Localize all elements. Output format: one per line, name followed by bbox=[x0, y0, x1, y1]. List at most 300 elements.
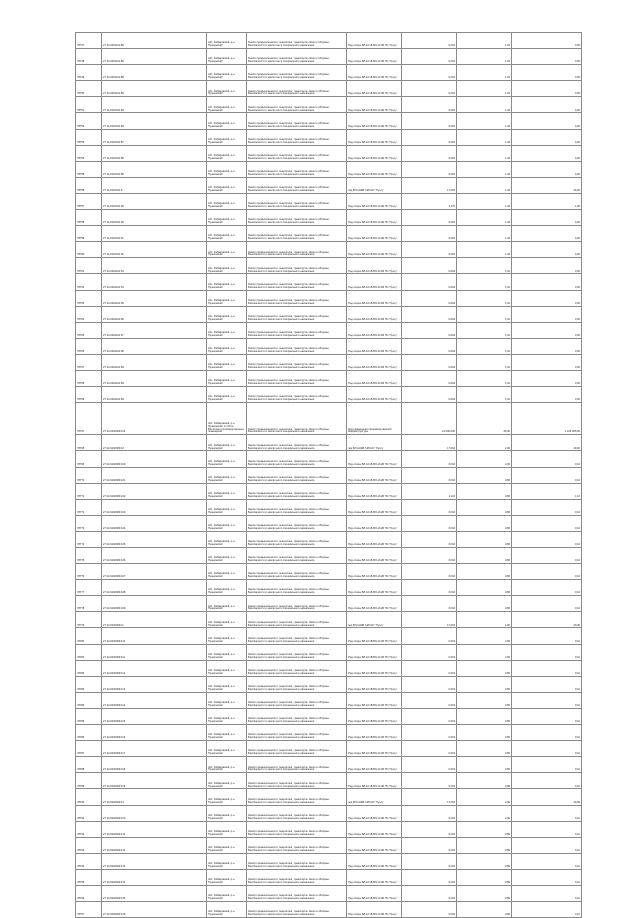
cadastral-value: 0,10 bbox=[512, 644, 582, 660]
land-category: Земли промышленности, энергетики, транспорта, связи и обороны. Безопасности и земли иного специального назначения bbox=[247, 306, 347, 322]
table-row bbox=[76, 49, 582, 65]
land-category: Земли промышленности, энергетики, транспорта, связи и обороны. Безопасности и земли иного специального назначения bbox=[247, 387, 347, 403]
table-row bbox=[76, 483, 582, 499]
land-category: Земли промышленности, энергетики, транспорта, связи и обороны. Безопасности и земли иного специального назначения bbox=[247, 129, 347, 145]
table-row bbox=[76, 708, 582, 724]
permitted-use: Под опоры ВЛ-10 кВ ВЛ-10 кВ ПС 'Пунгу' bbox=[347, 290, 402, 306]
cadastral-number: 27:14:0404011:98 bbox=[102, 338, 207, 354]
area-value: 0,004 bbox=[402, 113, 457, 129]
area-value: 0,004 bbox=[402, 290, 457, 306]
area-value: 0,004 bbox=[402, 773, 457, 789]
land-category: Земли промышленности, энергетики, транспорта, связи и обороны. Безопасности и земли иного специального назначения bbox=[247, 821, 347, 837]
cadastral-number: 27:14:0404011:88 bbox=[102, 161, 207, 177]
unit-price: 0,86 bbox=[457, 515, 512, 531]
table-row bbox=[76, 113, 582, 129]
row-number: 78796 bbox=[76, 885, 102, 901]
area-value: 0,004 bbox=[402, 821, 457, 837]
location-address: обл. Хабаровский, р-н Пушкинский bbox=[207, 885, 247, 901]
location-address: обл. Хабаровский, р-н Пушкинский bbox=[207, 837, 247, 853]
location-address: обл. Хабаровский, р-н Пушкинский bbox=[207, 580, 247, 596]
area-value: 0,004 bbox=[402, 499, 457, 515]
cadastral-number: 27:14:0404011:9 bbox=[102, 177, 207, 193]
permitted-use: Под опоры ВЛ-10 кВ ВЛ-10 кВ ПС 'Пунгу' bbox=[347, 370, 402, 386]
cadastral-value: 0,10 bbox=[512, 837, 582, 853]
area-value: 0,004 bbox=[402, 467, 457, 483]
table-row bbox=[76, 290, 582, 306]
table-row bbox=[76, 97, 582, 113]
land-category: Земли промышленности, энергетики, транспорта, связи и обороны. Безопасности и земли иного специального назначения bbox=[247, 499, 347, 515]
cadastral-number: 27:14:0402009:114 bbox=[102, 692, 207, 708]
permitted-use: Под опоры ВЛ-10 кВ ВЛ-10 кВ ПС 'Пунгу' bbox=[347, 580, 402, 596]
location-address: обл. Хабаровский, р-н Пушкинский bbox=[207, 322, 247, 338]
permitted-use: Под опоры ВЛ-10 кВ ВЛ-10 кВ ПС 'Пунгу' bbox=[347, 113, 402, 129]
row-number: 78748 bbox=[76, 49, 102, 65]
cadastral-value: 0,00 bbox=[512, 387, 582, 403]
location-address: обл. Хабаровский, р-н Пушкинский bbox=[207, 161, 247, 177]
land-category: Земли промышленности, энергетики, транспорта, связи и обороны. Безопасности и земли иного специального назначения bbox=[247, 853, 347, 869]
unit-price: 45,00 bbox=[457, 403, 512, 435]
cadastral-number: 27:14:0402009:115 bbox=[102, 708, 207, 724]
row-number: 78759 bbox=[76, 226, 102, 242]
land-category: Земли промышленности, энергетики, транспорта, связи и обороны. Безопасности и земли иного специального назначения bbox=[247, 242, 347, 258]
cadastral-value: 36,00 bbox=[512, 177, 582, 193]
unit-price: 0,86 bbox=[457, 725, 512, 741]
permitted-use: Под опоры ВЛ-10 кВ ВЛ-10 кВ ПС 'Пунгу' bbox=[347, 65, 402, 81]
table-row bbox=[76, 853, 582, 869]
permitted-use: Под опоры ВЛ-10 кВ ВЛ-10 кВ ПС 'Пунгу' bbox=[347, 322, 402, 338]
cadastral-number: 27:14:0402009:11 bbox=[102, 612, 207, 628]
table-row bbox=[76, 65, 582, 81]
land-category: Земли промышленности, энергетики, транспорта, связи и обороны. Безопасности и земли иного специального назначения bbox=[247, 258, 347, 274]
unit-price: 0,86 bbox=[457, 885, 512, 901]
table-row bbox=[76, 596, 582, 612]
permitted-use: Под опоры ВЛ-10 кВ ВЛ-10 кВ ПС 'Пунгу' bbox=[347, 821, 402, 837]
permitted-use: Под опоры ВЛ-10 кВ ВЛ-10 кВ ПС 'Пунгу' bbox=[347, 692, 402, 708]
cadastral-value: 0,10 bbox=[512, 515, 582, 531]
table-row bbox=[76, 692, 582, 708]
permitted-use: Под опоры ВЛ-10 кВ ВЛ-10 кВ ПС 'Пунгу' bbox=[347, 902, 402, 918]
land-category: Земли промышленности, энергетики, транспорта, связи и обороны. Безопасности и земли иного специального назначения bbox=[247, 113, 347, 129]
table-row bbox=[76, 773, 582, 789]
row-number: 78765 bbox=[76, 435, 102, 451]
unit-price: 1,04 bbox=[457, 242, 512, 258]
area-value: 0,004 bbox=[402, 837, 457, 853]
row-number: 78760 bbox=[76, 242, 102, 258]
area-value: 0,004 bbox=[402, 354, 457, 370]
permitted-use: Под опоры ВЛ-10 кВ ВЛ-10 кВ ПС 'Пунгу' bbox=[347, 757, 402, 773]
cadastral-number: 27:14:0402009:104 bbox=[102, 515, 207, 531]
land-category: Земли промышленности, энергетики, транспорта, связи и обороны. Безопасности и земли иного специального назначения bbox=[247, 805, 347, 821]
cadastral-number: 27:14:0404011:89 bbox=[102, 81, 207, 97]
land-category: Земли промышленности, энергетики, транспорта, связи и обороны. Безопасности и земли иного специального назначения bbox=[247, 226, 347, 242]
cadastral-value: 0,10 bbox=[512, 467, 582, 483]
table-row bbox=[76, 370, 582, 386]
register-body bbox=[76, 33, 582, 918]
land-category: Земли промышленности, энергетики, транспорта, связи и обороны. Безопасности и земли иного специального назначения bbox=[247, 644, 347, 660]
cadastral-value: 0,10 bbox=[512, 853, 582, 869]
location-address: обл. Хабаровский, р-н Пушкинский bbox=[207, 290, 247, 306]
unit-price: 0,86 bbox=[457, 837, 512, 853]
unit-price: 1,04 bbox=[457, 129, 512, 145]
permitted-use: Под опоры ВЛ-10 кВ ВЛ-10 кВ ПС 'Пунгу' bbox=[347, 49, 402, 65]
row-number: 78778 bbox=[76, 596, 102, 612]
land-category: Земли промышленности, энергетики, транспорта, связи и обороны. Безопасности и земли иного специального назначения bbox=[247, 757, 347, 773]
cadastral-value: 0,00 bbox=[512, 33, 582, 49]
permitted-use: Под опоры ВЛ-10 кВ ВЛ-10 кВ ПС 'Пунгу' bbox=[347, 676, 402, 692]
row-number: 78772 bbox=[76, 499, 102, 515]
row-number: 78788 bbox=[76, 757, 102, 773]
permitted-use: под ВЛ-110кВ 'НИС2С' 'Пунгу' bbox=[347, 789, 402, 805]
table-row bbox=[76, 306, 582, 322]
cadastral-value: 0,10 bbox=[512, 725, 582, 741]
area-value: 1,270 bbox=[402, 193, 457, 209]
cadastral-value: 1,10 bbox=[512, 483, 582, 499]
permitted-use: Под опоры ВЛ-10 кВ ВЛ-10 кВ ПС 'Пунгу' bbox=[347, 644, 402, 660]
permitted-use: Под опоры ВЛ-10 кВ ВЛ-10 кВ ПС 'Пунгу' bbox=[347, 306, 402, 322]
permitted-use: Под опоры ВЛ-10 кВ ВЛ-10 кВ ПС 'Пунгу' bbox=[347, 226, 402, 242]
land-category: Земли промышленности, энергетики, транспорта, связи и обороны. Безопасности и земли иного специального назначения bbox=[247, 81, 347, 97]
cadastral-value: 1 106 965,00 bbox=[512, 403, 582, 435]
permitted-use: Под опоры ВЛ-10 кВ ВЛ-10 кВ ПС 'Пунгу' bbox=[347, 451, 402, 467]
row-number: 78779 bbox=[76, 612, 102, 628]
unit-price: 1,04 bbox=[457, 306, 512, 322]
row-number: 78749 bbox=[76, 65, 102, 81]
location-address: обл. Хабаровский, р-н Пушкинский bbox=[207, 210, 247, 226]
permitted-use: Под опоры ВЛ-10 кВ ВЛ-10 кВ ПС 'Пунгу' bbox=[347, 387, 402, 403]
row-number: 78790 bbox=[76, 789, 102, 805]
cadastral-number: 27:14:0402009:121 bbox=[102, 821, 207, 837]
location-address: обл. Хабаровский, р-н Пушкинский bbox=[207, 757, 247, 773]
unit-price: 0,86 bbox=[457, 708, 512, 724]
unit-price: 1,04 bbox=[457, 258, 512, 274]
location-address: обл. Хабаровский, р-н Пушкинский bbox=[207, 242, 247, 258]
unit-price: 1,04 bbox=[457, 113, 512, 129]
cadastral-value: 0,10 bbox=[512, 676, 582, 692]
row-number: 78782 bbox=[76, 660, 102, 676]
permitted-use: Под опоры ВЛ-10 кВ ВЛ-10 кВ ПС 'Пунгу' bbox=[347, 741, 402, 757]
cadastral-value: 0,10 bbox=[512, 548, 582, 564]
location-address: обл. Хабаровский, р-н Пушкинский bbox=[207, 773, 247, 789]
cadastral-number: 27:14:0404011:88 bbox=[102, 145, 207, 161]
cadastral-value: 0,10 bbox=[512, 741, 582, 757]
land-category: Земли промышленности, энергетики, транспорта, связи и обороны. Безопасности и земли иного специального назначения bbox=[247, 403, 347, 435]
row-number: 78786 bbox=[76, 725, 102, 741]
permitted-use: Под опоры ВЛ-10 кВ ВЛ-10 кВ ПС 'Пунгу' bbox=[347, 564, 402, 580]
area-value: 0,004 bbox=[402, 129, 457, 145]
unit-price: 0,86 bbox=[457, 902, 512, 918]
location-address: обл. Хабаровский, р-н Пушкинский bbox=[207, 628, 247, 644]
land-category: Земли промышленности, энергетики, транспорта, связи и обороны. Безопасности и земли иного специального назначения bbox=[247, 869, 347, 885]
unit-price: 2,00 bbox=[457, 451, 512, 467]
cadastral-number: 27:14:0402009:111 bbox=[102, 644, 207, 660]
row-number: 78761 bbox=[76, 258, 102, 274]
permitted-use: Под опоры ВЛ-10 кВ ВЛ-10 кВ ПС 'Пунгу' bbox=[347, 660, 402, 676]
unit-price: 1,04 bbox=[457, 387, 512, 403]
cadastral-value: 0,10 bbox=[512, 821, 582, 837]
row-number: 78754 bbox=[76, 145, 102, 161]
row-number: 78767 bbox=[76, 354, 102, 370]
location-address: обл. Хабаровский, р-н Пушкинский bbox=[207, 49, 247, 65]
table-row bbox=[76, 757, 582, 773]
area-value: 0,004 bbox=[402, 580, 457, 596]
location-address: обл. Хабаровский, р-н Пушкинский bbox=[207, 805, 247, 821]
table-row bbox=[76, 531, 582, 547]
row-number: 78784 bbox=[76, 692, 102, 708]
area-value: 0,004 bbox=[402, 258, 457, 274]
cadastral-number: 27:14:0402009:117 bbox=[102, 741, 207, 757]
cadastral-value: 0,00 bbox=[512, 49, 582, 65]
table-row bbox=[76, 435, 582, 451]
table-row bbox=[76, 660, 582, 676]
permitted-use: Под опоры ВЛ-10 кВ ВЛ-10 кВ ПС 'Пунгу' bbox=[347, 81, 402, 97]
land-category: Земли промышленности, энергетики, транспорта, связи и обороны. Безопасности и земли иного специального назначения bbox=[247, 612, 347, 628]
cadastral-value: 0,10 bbox=[512, 628, 582, 644]
row-number: 78783 bbox=[76, 676, 102, 692]
cadastral-value: 0,00 bbox=[512, 242, 582, 258]
permitted-use: Под опоры ВЛ-10 кВ ВЛ-10 кВ ПС 'Пунгу' bbox=[347, 869, 402, 885]
cadastral-value: 0,10 bbox=[512, 773, 582, 789]
area-value: 17,004 bbox=[402, 177, 457, 193]
land-category: Земли промышленности, энергетики, транспорта, связи и обороны. Безопасности и земли иного специального назначения bbox=[247, 564, 347, 580]
location-address: обл. Хабаровский, р-н Пушкинский bbox=[207, 113, 247, 129]
unit-price: 0,86 bbox=[457, 596, 512, 612]
table-row bbox=[76, 580, 582, 596]
cadastral-number: 27:14:0404011:85 bbox=[102, 33, 207, 49]
location-address: обл. Хабаровский, р-н Пушкинский bbox=[207, 515, 247, 531]
land-register-table bbox=[75, 32, 582, 918]
location-address: обл. Хабаровский, р-н Пушкинский bbox=[207, 193, 247, 209]
table-row bbox=[76, 193, 582, 209]
row-number: 78766 bbox=[76, 451, 102, 467]
area-value: 0,004 bbox=[402, 322, 457, 338]
table-row bbox=[76, 387, 582, 403]
location-address: обл. Хабаровский, р-н Пушкинский bbox=[207, 370, 247, 386]
table-row bbox=[76, 467, 582, 483]
row-number: 78792 bbox=[76, 821, 102, 837]
cadastral-value: 0,00 bbox=[512, 65, 582, 81]
area-value: 0,004 bbox=[402, 451, 457, 467]
cadastral-value: 0,00 bbox=[512, 226, 582, 242]
permitted-use: Под опоры ВЛ-10 кВ ВЛ-10 кВ ПС 'Пунгу' bbox=[347, 274, 402, 290]
land-category: Земли промышленности, энергетики, транспорта, связи и обороны. Безопасности и земли иного специального назначения bbox=[247, 33, 347, 49]
land-category: Земли промышленности, энергетики, транспорта, связи и обороны. Безопасности и земли иного специального назначения bbox=[247, 97, 347, 113]
permitted-use: Под опоры ВЛ-10 кВ ВЛ-10 кВ ПС 'Пунгу' bbox=[347, 33, 402, 49]
location-address: обл. Хабаровский, р-н Пушкинский bbox=[207, 274, 247, 290]
cadastral-value: 0,10 bbox=[512, 660, 582, 676]
area-value: 17,004 bbox=[402, 435, 457, 451]
cadastral-number: 27:14:0402009:118 bbox=[102, 757, 207, 773]
area-value: 0,004 bbox=[402, 885, 457, 901]
table-row bbox=[76, 548, 582, 564]
area-value: 0,004 bbox=[402, 387, 457, 403]
land-category: Земли промышленности, энергетики, транспорта, связи и обороны. Безопасности и земли иного специального назначения bbox=[247, 789, 347, 805]
row-number: 78770 bbox=[76, 467, 102, 483]
location-address: обл. Хабаровский, р-н Пушкинский bbox=[207, 33, 247, 49]
permitted-use: Под опоры ВЛ-10 кВ ВЛ-10 кВ ПС 'Пунгу' bbox=[347, 161, 402, 177]
location-address: обл. Хабаровский, р-н Пушкинский bbox=[207, 97, 247, 113]
unit-price: 1,04 bbox=[457, 161, 512, 177]
table-row bbox=[76, 274, 582, 290]
row-number: 78753 bbox=[76, 129, 102, 145]
row-number: 78793 bbox=[76, 837, 102, 853]
unit-price: 1,04 bbox=[457, 338, 512, 354]
cadastral-number: 27:14:0404011:97 bbox=[102, 322, 207, 338]
row-number: 78789 bbox=[76, 773, 102, 789]
permitted-use: Под опоры ВЛ-10 кВ ВЛ-10 кВ ПС 'Пунгу' bbox=[347, 805, 402, 821]
unit-price: 1,04 bbox=[457, 177, 512, 193]
table-row bbox=[76, 81, 582, 97]
permitted-use: Под опоры ВЛ-10 кВ ВЛ-10 кВ ПС 'Пунгу' bbox=[347, 596, 402, 612]
cadastral-value: 0,00 bbox=[512, 97, 582, 113]
area-value: 0,004 bbox=[402, 242, 457, 258]
land-category: Земли промышленности, энергетики, транспорта, связи и обороны. Безопасности и земли иного специального назначения bbox=[247, 161, 347, 177]
location-address: обл. Хабаровский, р-н Пушкинский bbox=[207, 258, 247, 274]
unit-price: 1,04 bbox=[457, 290, 512, 306]
permitted-use: Под опоры ВЛ-10 кВ ВЛ-10 кВ ПС 'Пунгу' bbox=[347, 725, 402, 741]
table-row bbox=[76, 805, 582, 821]
cadastral-number: 27:14:0402009:106 bbox=[102, 548, 207, 564]
row-number: 78758 bbox=[76, 210, 102, 226]
area-value: 0,004 bbox=[402, 660, 457, 676]
cadastral-value: 0,10 bbox=[512, 708, 582, 724]
location-address: обл. Хабаровский, р-н Пушкинский bbox=[207, 129, 247, 145]
area-value: 0,004 bbox=[402, 805, 457, 821]
permitted-use: Под опоры ВЛ-10 кВ ВЛ-10 кВ ПС 'Пунгу' bbox=[347, 145, 402, 161]
permitted-use: Под опоры ВЛ-10 кВ ВЛ-10 кВ ПС 'Пунгу' bbox=[347, 258, 402, 274]
unit-price: 0,86 bbox=[457, 564, 512, 580]
area-value: 0,004 bbox=[402, 628, 457, 644]
table-row bbox=[76, 837, 582, 853]
land-category: Земли промышленности, энергетики, транспорта, связи и обороны. Безопасности и земли иного специального назначения bbox=[247, 322, 347, 338]
land-category: Земли промышленности, энергетики, транспорта, связи и обороны. Безопасности и земли иного специального назначения bbox=[247, 902, 347, 918]
cadastral-value: 0,00 bbox=[512, 129, 582, 145]
unit-price: 0,86 bbox=[457, 499, 512, 515]
area-value: 0,004 bbox=[402, 531, 457, 547]
land-category: Земли промышленности, энергетики, транспорта, связи и обороны. Безопасности и земли иного специального назначения bbox=[247, 741, 347, 757]
location-address: обл. Хабаровский, р-н Пушкинский bbox=[207, 467, 247, 483]
permitted-use: под ВЛ-110кВ 'НИС2С' 'Пунгу' bbox=[347, 435, 402, 451]
unit-price: 1,04 bbox=[457, 97, 512, 113]
table-row bbox=[76, 644, 582, 660]
cadastral-value: 0,00 bbox=[512, 338, 582, 354]
row-number: 78781 bbox=[76, 644, 102, 660]
cadastral-value: 0,00 bbox=[512, 370, 582, 386]
row-number: 78755 bbox=[76, 161, 102, 177]
permitted-use: Под опоры ВЛ-10 кВ ВЛ-10 кВ ПС 'Пунгу' bbox=[347, 853, 402, 869]
row-number: 78791 bbox=[76, 805, 102, 821]
land-category: Земли промышленности, энергетики, транспорта, связи и обороны. Безопасности и земли иного специального назначения bbox=[247, 773, 347, 789]
row-number: 78756 bbox=[76, 177, 102, 193]
row-number: 78751 bbox=[76, 97, 102, 113]
cadastral-number: 27:14:0402009:100 bbox=[102, 451, 207, 467]
unit-price: 1,04 bbox=[457, 81, 512, 97]
row-number: 78780 bbox=[76, 628, 102, 644]
cadastral-value: 0,10 bbox=[512, 531, 582, 547]
unit-price: 1,04 bbox=[457, 49, 512, 65]
permitted-use: Под опоры ВЛ-10 кВ ВЛ-10 кВ ПС 'Пунгу' bbox=[347, 483, 402, 499]
unit-price: 1,04 bbox=[457, 65, 512, 81]
location-address: обл. Хабаровский, р-н Пушкинский bbox=[207, 177, 247, 193]
cadastral-value: 0,10 bbox=[512, 499, 582, 515]
cadastral-number: 27:14:0404011:90 bbox=[102, 193, 207, 209]
permitted-use: Под опоры ВЛ-10 кВ ВЛ-10 кВ ПС 'Пунгу' bbox=[347, 338, 402, 354]
land-category: Земли промышленности, энергетики, транспорта, связи и обороны. Безопасности и земли иного специального назначения bbox=[247, 548, 347, 564]
table-row bbox=[76, 210, 582, 226]
area-value: 0,004 bbox=[402, 226, 457, 242]
land-category: Земли промышленности, энергетики, транспорта, связи и обороны. Безопасности и земли иного специального назначения bbox=[247, 193, 347, 209]
area-value: 0,004 bbox=[402, 274, 457, 290]
location-address: обл. Хабаровский, р-н Пушкинский bbox=[207, 708, 247, 724]
cadastral-number: 27:14:0402009:107 bbox=[102, 564, 207, 580]
cadastral-number: 27:14:0404011:87 bbox=[102, 129, 207, 145]
cadastral-number: 27:14:0402009:124 bbox=[102, 869, 207, 885]
cadastral-number: 27:14:0402009:116 bbox=[102, 725, 207, 741]
table-row bbox=[76, 869, 582, 885]
cadastral-value: 0,10 bbox=[512, 692, 582, 708]
table-row bbox=[76, 885, 582, 901]
cadastral-number: 27:14:0404011:94 bbox=[102, 274, 207, 290]
area-value: 0,004 bbox=[402, 97, 457, 113]
row-number: 78797 bbox=[76, 403, 102, 435]
table-row bbox=[76, 338, 582, 354]
unit-price: 0,86 bbox=[457, 531, 512, 547]
land-category: Земли промышленности, энергетики, транспорта, связи и обороны. Безопасности и земли иного специального назначения bbox=[247, 338, 347, 354]
area-value: 0,004 bbox=[402, 161, 457, 177]
area-value: 0,004 bbox=[402, 757, 457, 773]
unit-price: 1,04 bbox=[457, 370, 512, 386]
permitted-use: Под опоры ВЛ-10 кВ ВЛ-10 кВ ПС 'Пунгу' bbox=[347, 210, 402, 226]
unit-price: 1,04 bbox=[457, 210, 512, 226]
permitted-use: Под опоры ВЛ-10 кВ ВЛ-10 кВ ПС 'Пунгу' bbox=[347, 515, 402, 531]
row-number: 78764 bbox=[76, 306, 102, 322]
table-row bbox=[76, 129, 582, 145]
cadastral-value: 0,00 bbox=[512, 274, 582, 290]
unit-price: 0,86 bbox=[457, 580, 512, 596]
location-address: обл. Хабаровский, р-н Пушкинский bbox=[207, 660, 247, 676]
land-category: Земли промышленности, энергетики, транспорта, связи и обороны. Безопасности и земли иного специального назначения bbox=[247, 676, 347, 692]
permitted-use: Под опоры ВЛ-10 кВ ВЛ-10 кВ ПС 'Пунгу' bbox=[347, 97, 402, 113]
location-address: обл. Хабаровский, р-н Пушкинский bbox=[207, 741, 247, 757]
unit-price: 1,04 bbox=[457, 33, 512, 49]
area-value: 0,004 bbox=[402, 596, 457, 612]
unit-price: 1,04 bbox=[457, 145, 512, 161]
area-value: 0,004 bbox=[402, 676, 457, 692]
permitted-use: Под опоры ВЛ-10 кВ ВЛ-10 кВ ПС 'Пунгу' bbox=[347, 467, 402, 483]
area-value: 0,004 bbox=[402, 548, 457, 564]
permitted-use: Под опоры ВЛ-10 кВ ВЛ-10 кВ ПС 'Пунгу' bbox=[347, 499, 402, 515]
cadastral-number: 27:14:0404011:88 bbox=[102, 65, 207, 81]
permitted-use: Под опоры ВЛ-10 кВ ВЛ-10 кВ ПС 'Пунгу' bbox=[347, 548, 402, 564]
permitted-use: Под опоры ВЛ-10 кВ ВЛ-10 кВ ПС 'Пунгу' bbox=[347, 708, 402, 724]
row-number: 78794 bbox=[76, 853, 102, 869]
cadastral-number: 27:14:0404011:93 bbox=[102, 258, 207, 274]
unit-price: 0,86 bbox=[457, 676, 512, 692]
permitted-use: Под опоры ВЛ-10 кВ ВЛ-10 кВ ПС 'Пунгу' bbox=[347, 837, 402, 853]
cadastral-number: 27:14:0402009:126 bbox=[102, 902, 207, 918]
cadastral-number: 27:14:0402009:102 bbox=[102, 483, 207, 499]
unit-price: 2,00 bbox=[457, 612, 512, 628]
cadastral-value: 0,10 bbox=[512, 451, 582, 467]
cadastral-value: 0,10 bbox=[512, 805, 582, 821]
cadastral-number: 27:14:0404011:99 bbox=[102, 354, 207, 370]
location-address: обл. Хабаровский, р-н Пушкинский bbox=[207, 725, 247, 741]
area-value: 17,004 bbox=[402, 789, 457, 805]
location-address: обл. Хабаровский, р-н Пушкинский bbox=[207, 451, 247, 467]
cadastral-number: 27:14:0402009:123 bbox=[102, 853, 207, 869]
location-address: обл. Хабаровский, р-н Пушкинский bbox=[207, 483, 247, 499]
land-category: Земли промышленности, энергетики, транспорта, связи и обороны. Безопасности и земли иного специального назначения bbox=[247, 708, 347, 724]
unit-price: 0,86 bbox=[457, 853, 512, 869]
